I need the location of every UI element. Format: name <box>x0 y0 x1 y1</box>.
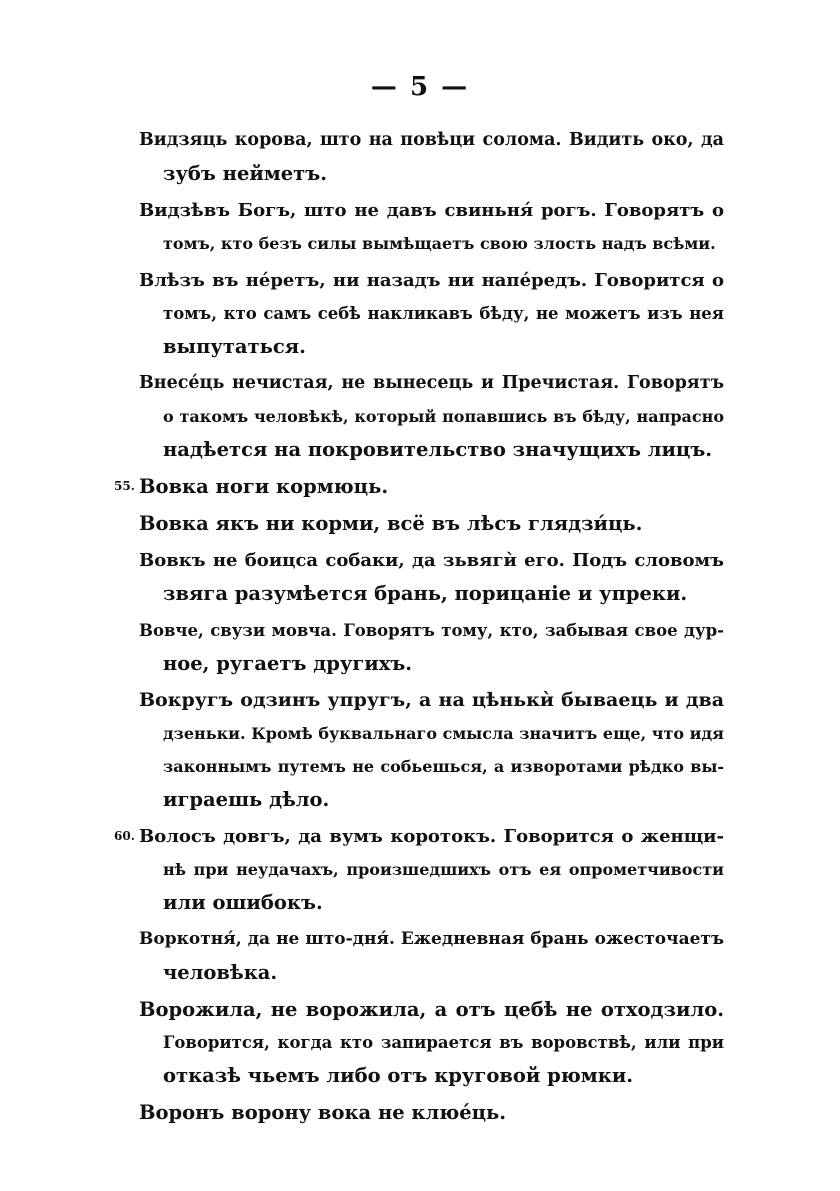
proverb-entry <box>0 194 840 260</box>
proverb-entry <box>0 124 840 190</box>
proverb-line: Воркотня́, да не што-дня́. Ежедневная брань ожесточаетъ <box>139 929 724 949</box>
proverb-line: Видзяць корова, што на повѣци солома. Видить око, да <box>139 130 724 150</box>
explanation-line: или ошибокъ. <box>163 891 323 914</box>
proverb-entry <box>0 614 840 680</box>
proverb-line: Вовка якъ ни корми, всё въ лѣсъ глядзи́ць. <box>139 512 643 535</box>
proverb-line: Вовкъ не боицса собаки, да зьвягѝ его. Подъ словомъ <box>139 550 724 571</box>
proverb-entry <box>0 820 840 919</box>
proverb-list <box>0 124 840 1133</box>
proverb-line: Ворожила, не ворожила, а отъ цебѣ не отходзило. <box>139 998 724 1021</box>
explanation-line: отказѣ чьемъ либо отъ круговой рюмки. <box>163 1064 634 1087</box>
proverb-line: Вокругъ одзинъ упругъ, а на цѣнькѝ бываець и два <box>139 689 724 711</box>
page-number: — 5 — <box>370 72 470 102</box>
proverb-line: Волосъ довгъ, да вумъ коротокъ. Говорится о женщи- <box>139 826 724 847</box>
explanation-line: законнымъ путемъ не собьешься, а изворотами рѣдко вы- <box>163 757 724 776</box>
proverb-entry <box>0 993 840 1092</box>
explanation-line: человѣка. <box>163 961 278 984</box>
explanation-line: о такомъ человѣкѣ, который попавшись въ бѣду, напрасно <box>163 407 724 426</box>
explanation-line: Говорится, когда кто запирается въ воровствѣ, или при <box>163 1033 724 1052</box>
proverb-line: Внесéць нечистая, не вынесець и Пречистая. Говорятъ <box>139 373 724 393</box>
explanation-line: играешь дѣло. <box>163 788 330 811</box>
proverb-entry <box>0 507 840 540</box>
explanation-line: звяга разумѣется брань, порицаніе и упреки. <box>163 582 688 605</box>
explanation-line: томъ, кто самъ себѣ накликавъ бѣду, не можетъ изъ нея <box>163 304 724 323</box>
proverb-entry <box>0 544 840 610</box>
explanation-line: томъ, кто безъ силы вымѣщаетъ свою злость надъ всѣми. <box>163 234 716 253</box>
explanation-line: дзеньки. Кромѣ буквальнаго смысла значитъ еще, что идя <box>163 724 724 743</box>
explanation-line: ное, ругаетъ другихъ. <box>163 652 413 675</box>
proverb-entry <box>0 470 840 503</box>
explanation-line: надѣется на покровительство значущихъ лицъ. <box>163 438 713 461</box>
entry-number: 55. <box>114 479 135 493</box>
explanation-line: выпутаться. <box>163 335 306 358</box>
proverb-entry <box>0 367 840 466</box>
proverb-entry <box>0 923 840 989</box>
proverb-line: Влѣзъ въ нéретъ, ни назадъ ни напéредъ. Говорится о <box>139 270 724 291</box>
proverb-entry <box>0 684 840 816</box>
proverb-line: Видзѣвъ Богъ, што не давъ свиньня́ рогъ. Говорятъ о <box>139 200 724 221</box>
proverb-entry <box>0 264 840 363</box>
explanation-line: зубъ нейметъ. <box>163 162 327 185</box>
explanation-line: нѣ при неудачахъ, произшедшихъ отъ ея опрометчивости <box>163 860 724 879</box>
proverb-line: Воронъ ворону вока не клюéць. <box>139 1101 507 1124</box>
proverb-entry <box>0 1096 840 1129</box>
proverb-line: Вовче, свузи мовча. Говорятъ тому, кто, забывая свое дур- <box>139 621 724 640</box>
proverb-line: Вовка ноги кормюць. <box>139 475 389 498</box>
entry-number: 60. <box>114 829 135 843</box>
